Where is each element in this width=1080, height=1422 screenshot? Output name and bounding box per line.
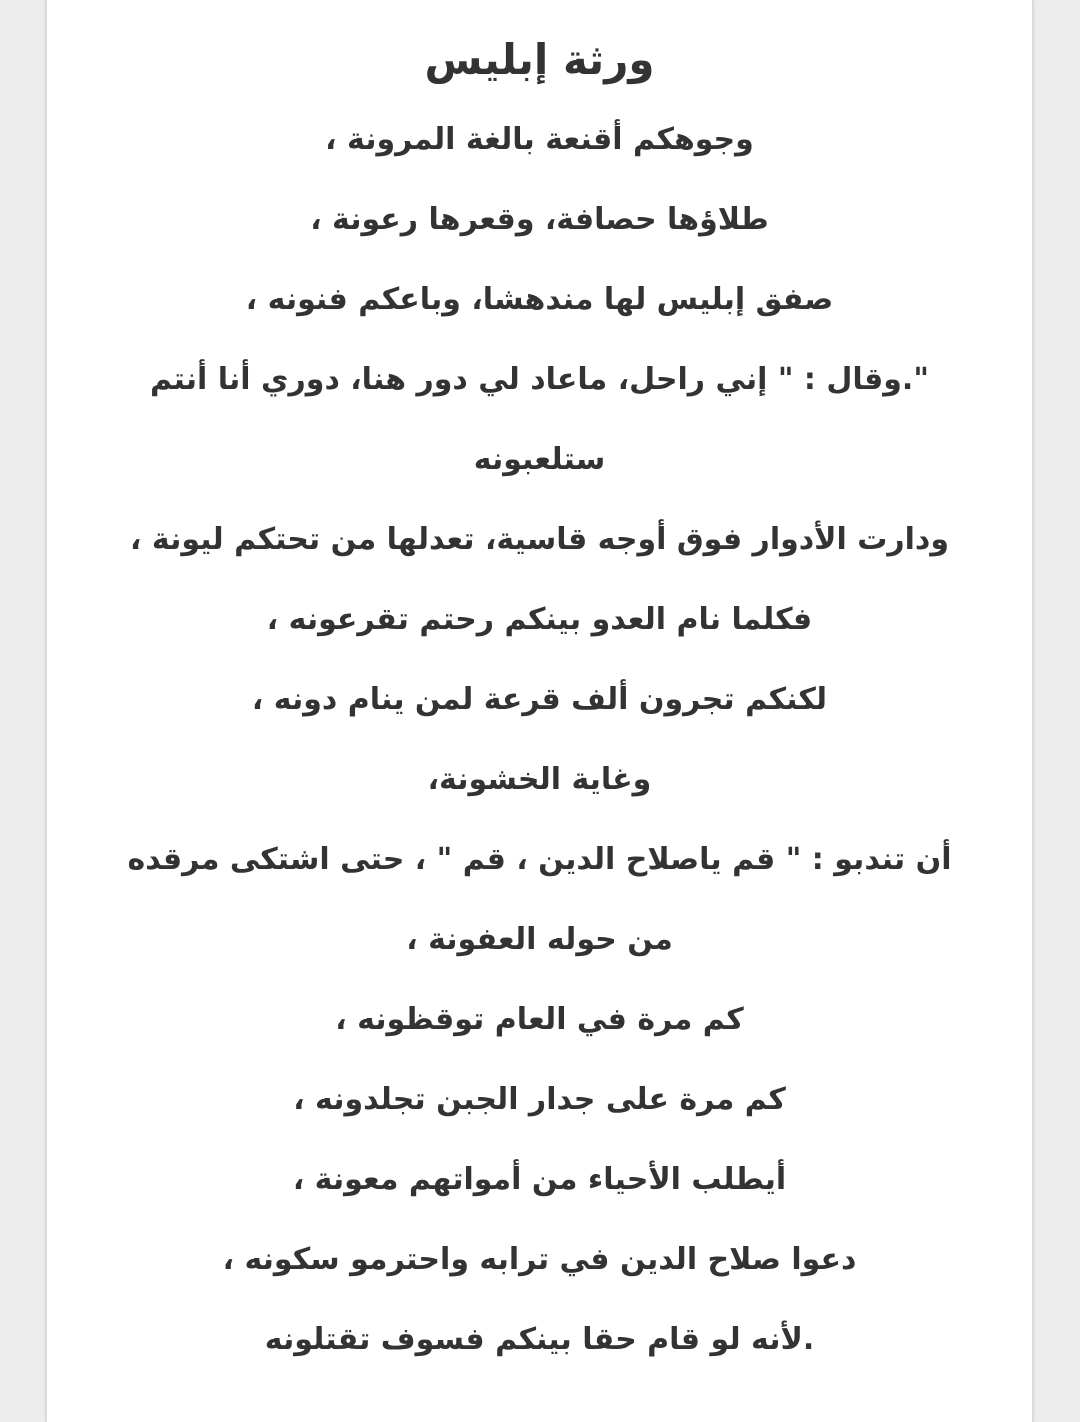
poem-line: من حوله العفونة ، (406, 922, 673, 957)
poem-line: .لأنه لو قام حقا بينكم فسوف تقتلونه (264, 1322, 815, 1357)
poem-line: دعوا صلاح الدين في ترابه واحترمو سكونه ، (222, 1242, 857, 1277)
poem-lines (107, 100, 972, 1380)
poem-line: أيطلب الأحياء من أمواتهم معونة ، (292, 1162, 787, 1197)
document-page (46, 0, 1033, 1422)
poem-line: وجوهكم أقنعة بالغة المرونة ، (325, 122, 754, 157)
poem-line: ودارت الأدوار فوق أوجه قاسية، تعدلها من تحتكم ليونة ، (130, 522, 949, 557)
poem-line: كم مرة على جدار الجبن تجلدونه ، (293, 1082, 786, 1117)
poem-line: أن تندبو : " قم ياصلاح الدين ، قم " ، حتى اشتكى مرقده (127, 842, 952, 877)
poem-line: ".وقال : " إني راحل، ماعاد لي دور هنا، دوري أنا أنتم (150, 362, 929, 397)
poem-line: صفق إبليس لها مندهشا، وباعكم فنونه ، (245, 282, 834, 317)
poem-line: ستلعبونه (473, 442, 606, 477)
poem-line: فكلما نام العدو بينكم رحتم تقرعونه ، (266, 602, 813, 637)
poem-line: كم مرة في العام توقظونه ، (335, 1002, 744, 1037)
poem-title: ورثة إبليس (424, 35, 655, 84)
poem-line: لكنكم تجرون ألف قرعة لمن ينام دونه ، (251, 682, 828, 717)
poem-line: وغاية الخشونة، (427, 762, 652, 797)
poem-line: طلاؤها حصافة، وقعرها رعونة ، (310, 202, 769, 237)
